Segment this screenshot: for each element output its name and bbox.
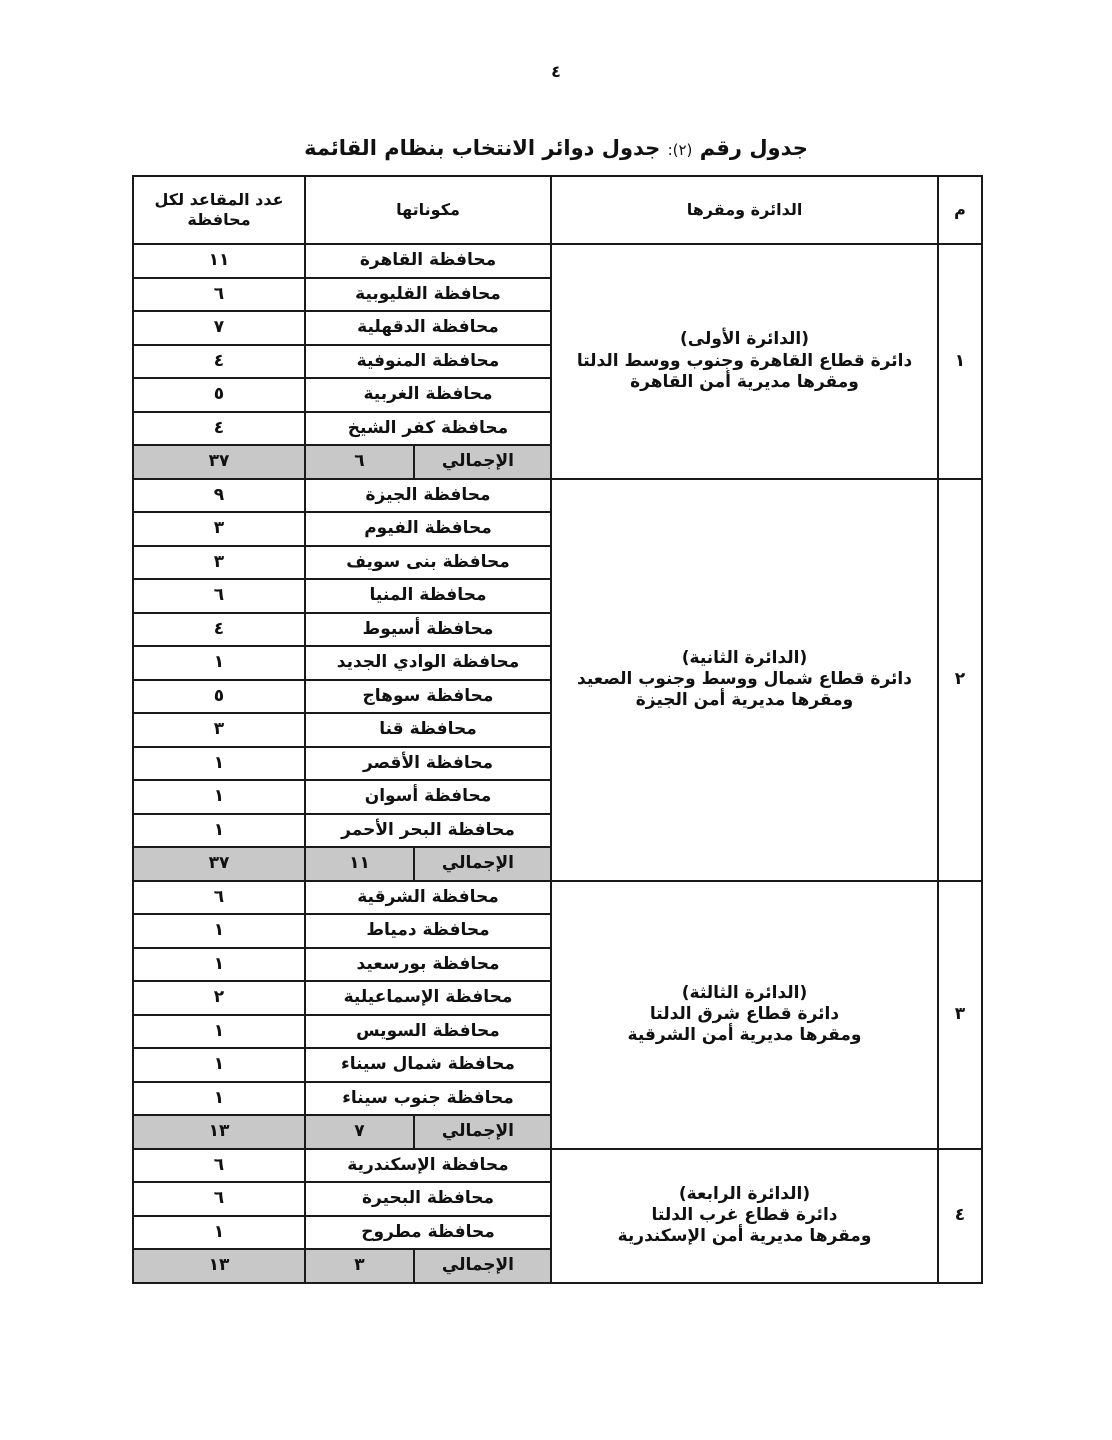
governorate-name: محافظة مطروح — [305, 1216, 551, 1250]
governorate-seats: ٥ — [133, 378, 305, 412]
governorate-seats: ١ — [133, 1082, 305, 1116]
governorate-seats: ٣ — [133, 512, 305, 546]
total-label: الإجمالي — [414, 847, 551, 881]
district-sector: دائرة قطاع شمال ووسط وجنوب الصعيد — [577, 668, 912, 689]
district-hq: ومقرها مديرية أمن الشرقية — [627, 1025, 862, 1046]
district-number: ١ — [938, 244, 982, 479]
total-label: الإجمالي — [414, 1249, 551, 1283]
district-description — [551, 881, 938, 1149]
governorate-name: محافظة شمال سيناء — [305, 1048, 551, 1082]
district-description — [551, 244, 938, 479]
district-number: ٣ — [938, 881, 982, 1149]
governorate-name: محافظة أسوان — [305, 780, 551, 814]
table-row — [133, 244, 982, 278]
governorate-name: محافظة بنى سويف — [305, 546, 551, 580]
governorate-seats: ٣ — [133, 546, 305, 580]
table-row — [133, 1149, 982, 1183]
header-components: مكوناتها — [305, 176, 551, 244]
governorate-seats: ١ — [133, 1015, 305, 1049]
governorate-seats: ٩ — [133, 479, 305, 513]
governorate-seats: ٦ — [133, 1182, 305, 1216]
governorate-name: محافظة الأقصر — [305, 747, 551, 781]
governorate-seats: ١ — [133, 914, 305, 948]
governorate-seats: ٢ — [133, 981, 305, 1015]
district-hq: ومقرها مديرية أمن القاهرة — [630, 371, 859, 392]
total-seats: ١٣ — [133, 1115, 305, 1149]
governorate-seats: ١ — [133, 1216, 305, 1250]
total-seats: ٣٧ — [133, 445, 305, 479]
page-number: ٤ — [551, 62, 561, 81]
governorate-name: محافظة قنا — [305, 713, 551, 747]
district-number: ٢ — [938, 479, 982, 881]
title-number: (٢): — [667, 141, 693, 159]
title-prefix: جدول رقم — [699, 136, 808, 160]
governorate-name: محافظة الوادي الجديد — [305, 646, 551, 680]
governorate-seats: ١ — [133, 747, 305, 781]
governorate-name: محافظة القاهرة — [305, 244, 551, 278]
governorate-seats: ١١ — [133, 244, 305, 278]
governorate-name: محافظة الإسكندرية — [305, 1149, 551, 1183]
total-governorates-count: ٧ — [305, 1115, 414, 1149]
header-district: الدائرة ومقرها — [551, 176, 938, 244]
district-description — [551, 1149, 938, 1283]
total-label: الإجمالي — [414, 1115, 551, 1149]
governorate-seats: ٦ — [133, 278, 305, 312]
header-row — [133, 176, 982, 244]
table-row — [133, 881, 982, 915]
governorate-name: محافظة الإسماعيلية — [305, 981, 551, 1015]
district-name: (الدائرة الرابعة) — [678, 1183, 811, 1204]
governorate-seats: ١ — [133, 1048, 305, 1082]
district-sector: دائرة قطاع شرق الدلتا — [649, 1003, 840, 1024]
title-text: جدول دوائر الانتخاب بنظام القائمة — [304, 136, 661, 160]
districts-table — [132, 175, 983, 1284]
governorate-name: محافظة البحر الأحمر — [305, 814, 551, 848]
governorate-seats: ٦ — [133, 881, 305, 915]
district-name: (الدائرة الثالثة) — [681, 982, 808, 1003]
governorate-name: محافظة المنيا — [305, 579, 551, 613]
header-seats: عدد المقاعد لكل محافظة — [133, 176, 305, 244]
governorate-name: محافظة جنوب سيناء — [305, 1082, 551, 1116]
district-hq: ومقرها مديرية أمن الجيزة — [635, 690, 854, 711]
total-seats: ١٣ — [133, 1249, 305, 1283]
district-number: ٤ — [938, 1149, 982, 1283]
governorate-name: محافظة أسيوط — [305, 613, 551, 647]
governorate-name: محافظة الغربية — [305, 378, 551, 412]
table-body — [133, 244, 982, 1283]
governorate-name: محافظة البحيرة — [305, 1182, 551, 1216]
governorate-name: محافظة الفيوم — [305, 512, 551, 546]
total-governorates-count: ٦ — [305, 445, 414, 479]
governorate-name: محافظة المنوفية — [305, 345, 551, 379]
governorate-seats: ١ — [133, 814, 305, 848]
governorate-seats: ٥ — [133, 680, 305, 714]
governorate-name: محافظة بورسعيد — [305, 948, 551, 982]
table-title — [0, 136, 1112, 160]
governorate-name: محافظة كفر الشيخ — [305, 412, 551, 446]
governorate-seats: ٦ — [133, 1149, 305, 1183]
header-m: م — [938, 176, 982, 244]
district-sector: دائرة قطاع القاهرة وجنوب ووسط الدلتا — [576, 350, 913, 371]
district-name: (الدائرة الثانية) — [681, 647, 808, 668]
governorate-name: محافظة الدقهلية — [305, 311, 551, 345]
governorate-seats: ٧ — [133, 311, 305, 345]
governorate-seats: ٤ — [133, 412, 305, 446]
total-governorates-count: ٣ — [305, 1249, 414, 1283]
governorate-seats: ١ — [133, 948, 305, 982]
governorate-name: محافظة السويس — [305, 1015, 551, 1049]
governorate-seats: ٦ — [133, 579, 305, 613]
table-row — [133, 479, 982, 513]
governorate-name: محافظة الجيزة — [305, 479, 551, 513]
governorate-name: محافظة القليوبية — [305, 278, 551, 312]
district-sector: دائرة قطاع غرب الدلتا — [651, 1204, 838, 1225]
governorate-name: محافظة دمياط — [305, 914, 551, 948]
governorate-seats: ٣ — [133, 713, 305, 747]
governorate-seats: ٤ — [133, 345, 305, 379]
district-hq: ومقرها مديرية أمن الإسكندرية — [617, 1226, 872, 1247]
total-governorates-count: ١١ — [305, 847, 414, 881]
district-name: (الدائرة الأولى) — [680, 329, 809, 350]
total-seats: ٣٧ — [133, 847, 305, 881]
governorate-seats: ١ — [133, 780, 305, 814]
governorate-name: محافظة الشرقية — [305, 881, 551, 915]
governorate-seats: ٤ — [133, 613, 305, 647]
district-description — [551, 479, 938, 881]
governorate-name: محافظة سوهاج — [305, 680, 551, 714]
total-label: الإجمالي — [414, 445, 551, 479]
governorate-seats: ١ — [133, 646, 305, 680]
